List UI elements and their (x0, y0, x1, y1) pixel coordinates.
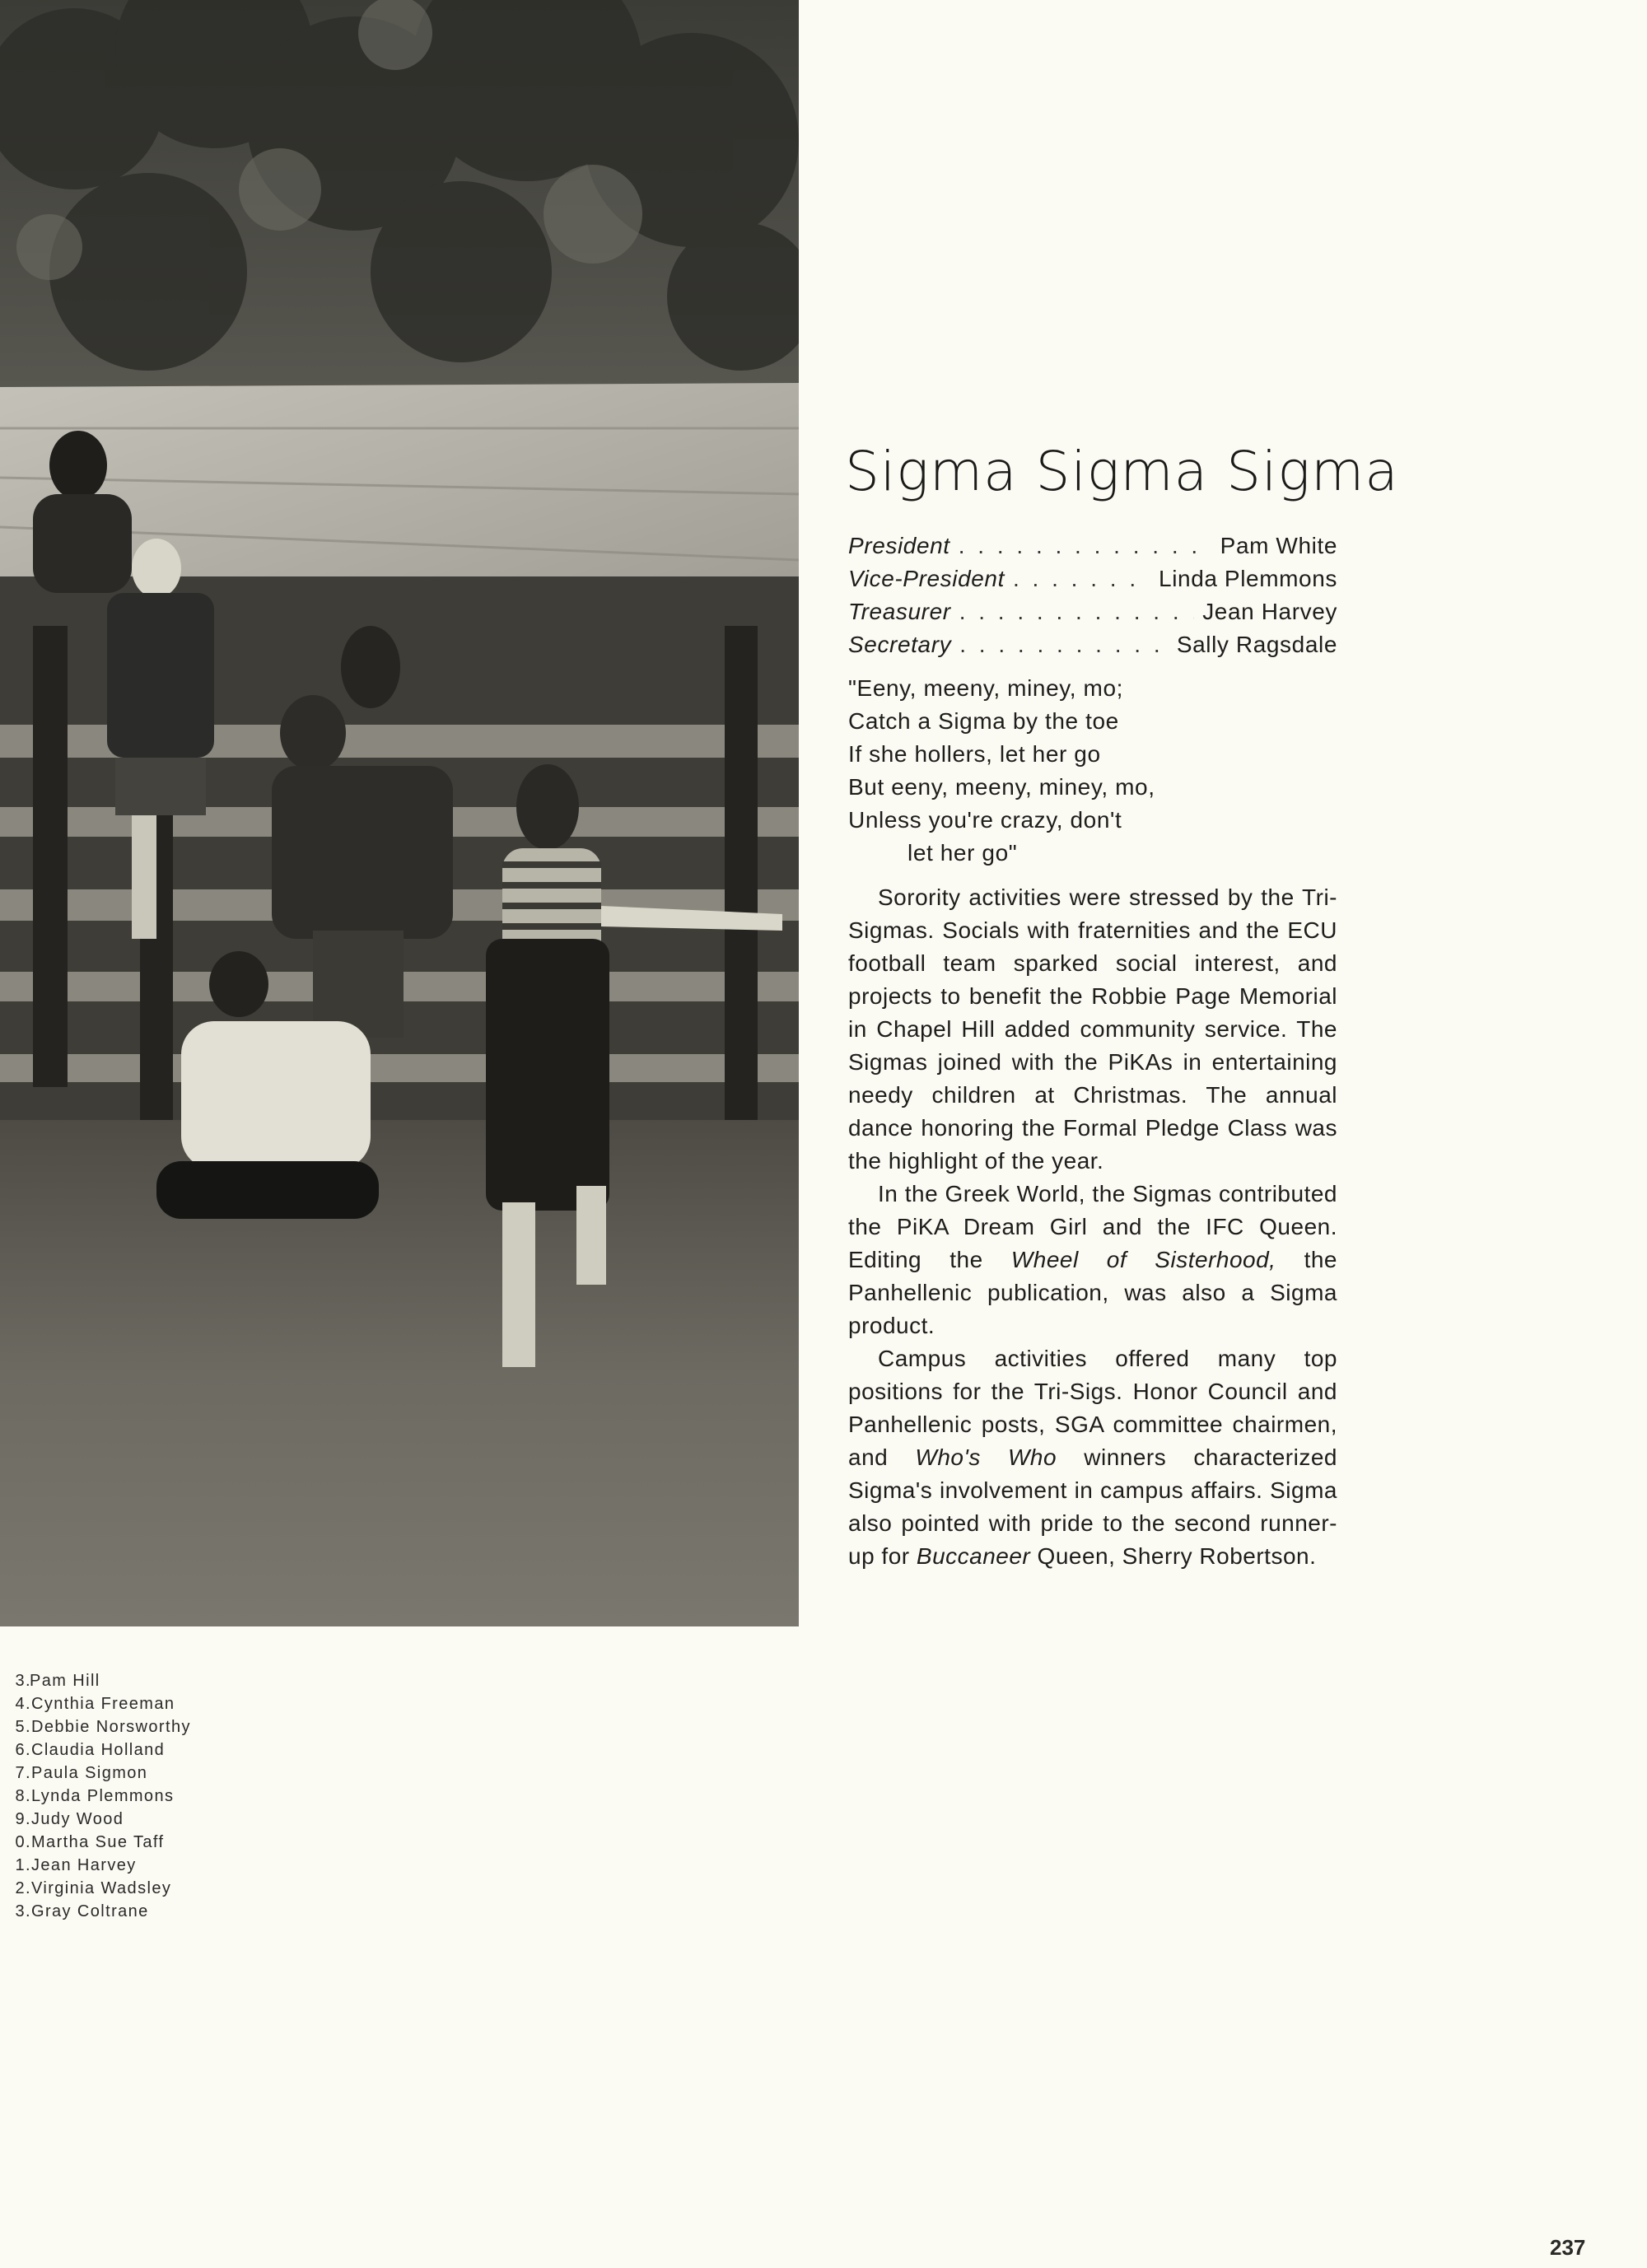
caption-name: Claudia Holland (31, 1741, 166, 1759)
text-run: the Panhellenic publication, was also a Sigma product. (848, 1247, 1337, 1338)
officer-role: Secretary (848, 632, 952, 657)
caption-row (0, 1764, 247, 1787)
caption-number: 3. (15, 1672, 31, 1690)
caption-number: 2. (15, 1879, 31, 1897)
caption-number: 4. (15, 1695, 31, 1713)
caption-row (0, 1879, 247, 1902)
page-number: 237 (1550, 2235, 1586, 2260)
caption-row (0, 1902, 247, 1925)
paragraph (848, 1342, 1337, 1573)
page-title: Sigma Sigma Sigma (845, 440, 1399, 503)
article-body (848, 881, 1337, 1573)
officer-name: Sally Ragsdale (1176, 632, 1337, 657)
poem-line: Catch a Sigma by the toe (848, 708, 1119, 734)
caption-row (0, 1833, 247, 1856)
leader-dots (959, 632, 1169, 658)
caption-name: Gray Coltrane (31, 1902, 149, 1920)
officer-row (848, 566, 1337, 599)
caption-number: 3. (15, 1902, 31, 1920)
caption-number: 9. (15, 1810, 31, 1828)
poem-line: But eeny, meeny, miney, mo, (848, 774, 1155, 800)
officer-name: Pam White (1220, 533, 1337, 558)
caption-number: 8. (15, 1787, 31, 1805)
poem-line: let her go" (907, 840, 1018, 866)
leader-dots (959, 533, 1212, 559)
caption-number: 7. (15, 1764, 31, 1782)
caption-name: Virginia Wadsley (31, 1879, 172, 1897)
officer-row (848, 632, 1337, 665)
poem (848, 675, 1337, 873)
leader-dots (959, 599, 1195, 625)
caption-row (0, 1695, 247, 1718)
caption-name: Martha Sue Taff (31, 1833, 165, 1851)
caption-name: Debbie Norsworthy (31, 1718, 191, 1736)
officer-role: President (848, 533, 950, 558)
paragraph (848, 1178, 1337, 1342)
caption-name: Cynthia Freeman (31, 1695, 175, 1713)
officer-role: Treasurer (848, 599, 951, 624)
photo-caption-names (0, 1672, 247, 1925)
italic-term: Buccaneer (916, 1543, 1031, 1569)
text-run: In the Greek World, the Sigmas contributed the PiKA Dream Girl and the IFC Queen. Editing the (848, 1181, 1337, 1272)
group-photo (0, 0, 799, 1626)
caption-number: 0. (15, 1833, 31, 1851)
poem-line: Unless you're crazy, don't (848, 807, 1122, 833)
caption-number: 6. (15, 1741, 31, 1759)
officers-list (848, 533, 1337, 665)
text-run: winners characterized Sigma's involvement in campus affairs. Sigma also pointed with pride to the second runner-up for (848, 1444, 1337, 1569)
caption-row (0, 1787, 247, 1810)
officer-name: Jean Harvey (1202, 599, 1337, 624)
caption-number: 1. (15, 1856, 31, 1874)
dirt-ground (0, 1120, 799, 1626)
text-run: Campus activities offered many top positions for the Tri-Sigs. Honor Council and Panhellenic posts, SGA committee chairmen, and (848, 1346, 1337, 1470)
officer-role: Vice-President (848, 566, 1005, 591)
paragraph: Sorority activities were stressed by the Tri-Sigmas. Socials with fraternities and the ECU football team sparked social interest, and projects to benefit the Robbie Page Memorial in Chapel Hill added community service. The Sigmas joined with the PiKAs in entertaining needy children at Christmas. The annual dance honoring the Formal Pledge Class was the highlight of the year. (848, 884, 1337, 1174)
caption-row (0, 1810, 247, 1833)
officer-row (848, 599, 1337, 632)
caption-name: Pam Hill (30, 1672, 100, 1690)
text-run: Queen, Sherry Robertson. (1030, 1543, 1317, 1569)
caption-name: Lynda Plemmons (31, 1787, 175, 1805)
caption-row (0, 1741, 247, 1764)
officer-name: Linda Plemmons (1159, 566, 1337, 591)
caption-row (0, 1672, 247, 1695)
poem-line: If she hollers, let her go (848, 741, 1101, 767)
caption-number: 5. (15, 1718, 31, 1736)
photo-illustration (0, 0, 799, 1626)
italic-term: Who's Who (915, 1444, 1057, 1470)
officer-row (848, 533, 1337, 566)
publication-title: Wheel of Sisterhood, (1010, 1247, 1276, 1272)
caption-row (0, 1856, 247, 1879)
caption-row (0, 1718, 247, 1741)
caption-name: Jean Harvey (31, 1856, 137, 1874)
caption-name: Judy Wood (31, 1810, 124, 1828)
caption-name: Paula Sigmon (31, 1764, 148, 1782)
leader-dots (1013, 566, 1150, 592)
poem-line: "Eeny, meeny, miney, mo; (848, 675, 1124, 701)
